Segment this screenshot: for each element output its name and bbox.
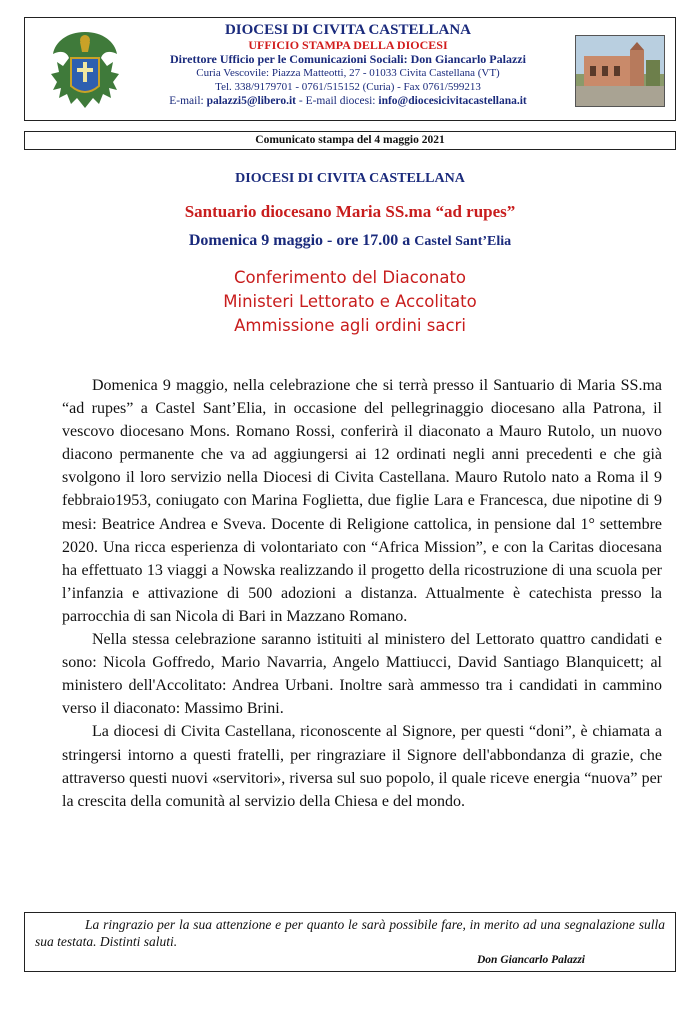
paragraph-2: Nella stessa celebrazione saranno istituiti al ministero del Lettorato quattro candidati e sono: Nicola Goffredo, Mario Navarria, Angelo Mattiucci, David Santiago Blanquicett; al ministero dell'Accolitato: Andrea Urbani. Inoltre sarà ammesso tra i candidati in cammino verso il diaconato: Massimo Brini. (62, 631, 662, 718)
article-body (62, 374, 662, 813)
event-date-time: Domenica 9 maggio - ore 17.00 a (188, 232, 415, 249)
heading-diocese: DIOCESI DI CIVITA CASTELLANA (235, 171, 465, 186)
signature: Don Giancarlo Palazzi (477, 954, 585, 966)
letterhead (24, 17, 676, 121)
heading-ministeri: Ministeri Lettorato e Accolitato (223, 292, 477, 311)
email-line (125, 94, 571, 108)
email-link[interactable]: palazzi5@libero.it (206, 95, 296, 107)
email-diocesi-label: - E-mail diocesi: (295, 95, 379, 107)
event-location: Castel Sant’Elia (414, 234, 512, 249)
heading-event-datetime (0, 232, 700, 250)
email-label: E-mail: (169, 95, 207, 107)
director-line: Direttore Ufficio per le Comunicazioni Sociali: Don Giancarlo Palazzi (170, 52, 526, 66)
email-diocesi-link[interactable]: info@diocesicivitacastellana.it (378, 95, 527, 107)
closing-box (24, 912, 676, 972)
sanctuary-photo (575, 35, 665, 107)
heading-conferimento: Conferimento del Diaconato (233, 268, 467, 287)
press-office-title: UFFICIO STAMPA DELLA DIOCESI (248, 38, 448, 52)
heading-ammissione: Ammissione agli ordini sacri (234, 316, 466, 335)
phone-line: Tel. 338/9179701 - 0761/515152 (Curia) - Fax 0761/599213 (215, 81, 481, 93)
closing-text: La ringrazio per la sua attenzione e per quanto le sarà possibile fare, in merito ad una segnalazione sulla sua testata. Distinti saluti. (35, 917, 665, 949)
paragraph-1: Domenica 9 maggio, nella celebrazione che si terrà presso il Santuario di Maria SS.ma “ad rupes” a Castel Sant’Elia, in occasione del pellegrinaggio diocesano alla Patrona, il vescovo diocesano Mons. Romano Rossi, conferirà il diaconato a Mauro Rutolo, un nuovo diacono permanente che va ad aggiungersi ai 12 ordinati negli anni precedenti e che già svolgono il loro servizio nella Diocesi di Civita Castellana. Mauro Rutolo nato a Roma il 9 febbraio1953, coniugato con Marina Foglietta, due figlie Lara e Francesca, due nipotine di 9 mesi: Beatrice Andrea e Sveva. Docente di Religione cattolica, in pensione dal 1° settembre 2020. Una ricca esperienza di volontariato con “Africa Mission”, e con la Caritas diocesana ha effettuato 13 viaggi a Nowska realizzando il progetto della ricostruzione di una scuola per l’infanzia e attivazione di 500 adozioni a distanza. Attualmente è catechista presso la parrocchia di san Nicola di Bari in Mazzano Romano. (62, 377, 662, 625)
press-release-date: Comunicato stampa del 4 maggio 2021 (24, 131, 676, 150)
heading-sanctuary: Santuario diocesano Maria SS.ma “ad rupes” (184, 202, 516, 221)
paragraph-3: La diocesi di Civita Castellana, riconoscente al Signore, per questi “doni”, è chiamata a stringersi intorno a questi fratelli, per ringraziare il Signore dell'abbondanza di grazie, che attraverso questi nuovi «servitori», riversa sul suo popolo, il quale riceve energia “nuova” per la crescita della comunità al servizio della Chiesa e del mondo. (62, 723, 662, 810)
address-line: Curia Vescovile: Piazza Matteotti, 27 - 01033 Civita Castellana (VT) (196, 67, 500, 79)
letterhead-text (125, 22, 571, 108)
bishop-coat-of-arms-icon (47, 28, 123, 114)
diocese-name: DIOCESI DI CIVITA CASTELLANA (224, 22, 472, 38)
